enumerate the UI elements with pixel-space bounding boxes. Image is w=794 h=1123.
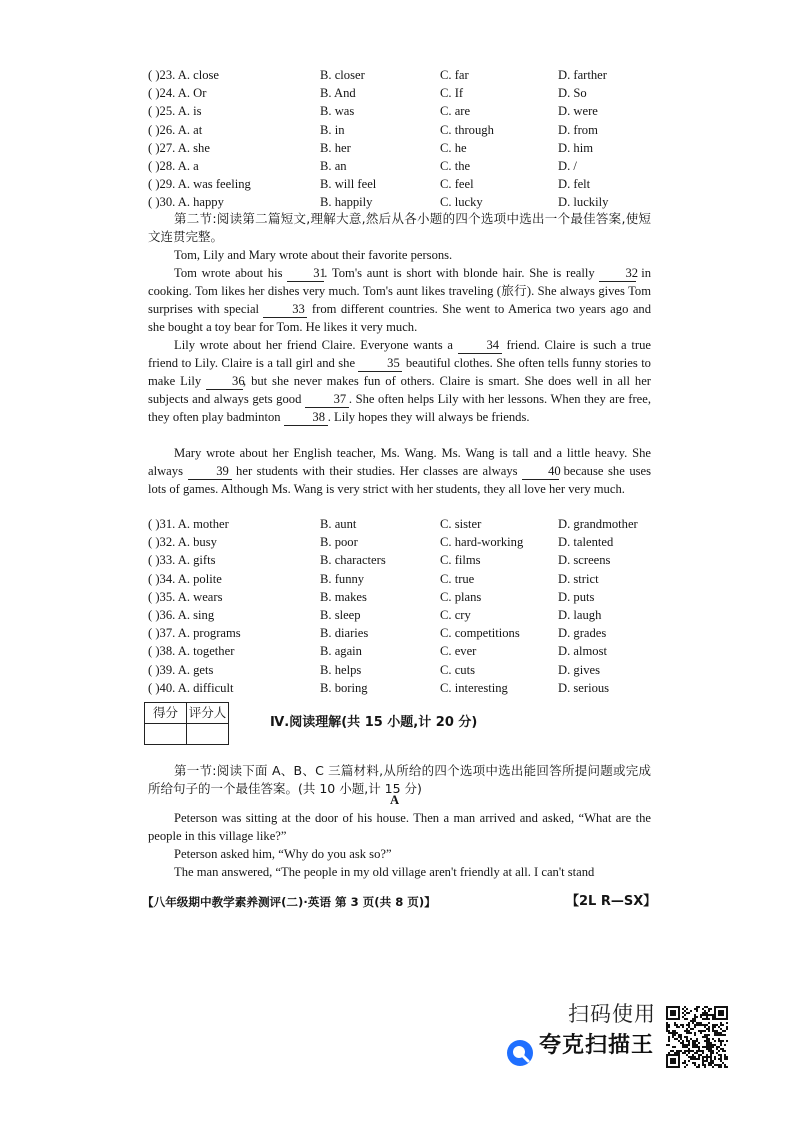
passage-a-paragraph-2: Peterson asked him, “Why do you ask so?” xyxy=(174,847,392,861)
text: beautiful clothes. She often tells funny stories to make Lily xyxy=(148,356,651,389)
option-d: D. puts xyxy=(558,589,595,604)
score-cell[interactable] xyxy=(145,724,187,745)
option-row xyxy=(148,606,668,624)
text: because she uses lots of games. Although Ms. Wang is very strict with her students, they all love her very much. xyxy=(148,464,652,497)
blank-32: 32 xyxy=(599,266,636,282)
option-c: C. lucky xyxy=(440,195,483,210)
option-row xyxy=(148,157,668,175)
text: . She often helps Lily with her lessons. When they are free, they often play badminton xyxy=(148,392,651,425)
grader-cell[interactable] xyxy=(187,724,229,745)
question-number: ( )33. A. gifts xyxy=(148,553,216,568)
option-row xyxy=(148,139,668,157)
passage-paragraph-lily xyxy=(148,336,651,426)
question-number: ( )25. A. is xyxy=(148,104,202,119)
option-c: C. ever xyxy=(440,644,477,659)
option-d: D. luckily xyxy=(558,195,609,210)
option-d: D. were xyxy=(558,104,598,119)
question-number: ( )32. A. busy xyxy=(148,535,217,550)
option-d: D. laugh xyxy=(558,608,602,622)
option-c: C. feel xyxy=(440,177,474,192)
option-b: B. sleep xyxy=(320,608,361,622)
option-b: B. will feel xyxy=(320,177,377,192)
option-b: B. helps xyxy=(320,662,362,677)
option-row xyxy=(148,193,668,211)
question-number: ( )34. A. polite xyxy=(148,571,222,586)
option-row xyxy=(148,588,668,606)
option-row xyxy=(148,642,668,660)
option-b: B. makes xyxy=(320,589,367,604)
question-number: ( )23. A. close xyxy=(148,68,219,82)
question-number: ( )40. A. difficult xyxy=(148,680,234,695)
option-c: C. the xyxy=(440,159,471,173)
option-c: C. interesting xyxy=(440,680,508,695)
option-b: B. happily xyxy=(320,195,373,210)
option-d: D. / xyxy=(558,159,577,173)
option-b: B. again xyxy=(320,644,362,659)
quark-logo-icon xyxy=(506,1039,534,1067)
passage-paragraph-mary xyxy=(148,444,651,498)
question-number: ( )26. A. at xyxy=(148,122,203,137)
part4-instruction: 第一节:阅读下面 A、B、C 三篇材料,从所给的四个选项中选出能回答所提问题或完成所给句子的一个最佳答案。(共 10 小题,计 15 分) xyxy=(148,763,651,797)
text: Mary wrote about her English teacher, Ms. Wang. Ms. Wang is tall and a little heavy. She always xyxy=(148,446,651,479)
watermark-scan-text: 扫码使用 xyxy=(568,1002,656,1026)
option-row xyxy=(148,624,668,642)
option-b: B. in xyxy=(320,122,345,137)
option-d: D. strict xyxy=(558,571,599,586)
option-c: C. are xyxy=(440,104,471,119)
part4-heading: Ⅳ.阅读理解(共 15 小题,计 20 分) xyxy=(270,715,478,730)
option-row xyxy=(148,661,668,679)
blank-36: 36 xyxy=(206,374,243,390)
option-row xyxy=(148,679,668,697)
text: , but she never makes fun of others. Claire is smart. She does well in all her subjects and always gets good xyxy=(148,374,651,407)
text: Lily wrote about her friend Claire. Everyone wants a xyxy=(174,338,458,352)
question-number: ( )28. A. a xyxy=(148,159,199,173)
option-b: B. poor xyxy=(320,535,358,550)
option-row xyxy=(148,515,668,533)
question-number: ( )35. A. wears xyxy=(148,589,223,604)
score-label: 得分 xyxy=(145,703,187,724)
option-b: B. characters xyxy=(320,553,386,568)
passage-a-paragraph-3: The man answered, “The people in my old village aren't friendly at all. I can't stand xyxy=(174,865,595,879)
option-d: D. felt xyxy=(558,177,591,192)
blank-39: 39 xyxy=(188,464,232,480)
option-b: B. diaries xyxy=(320,626,369,641)
option-b: B. And xyxy=(320,86,356,101)
text: friend. Claire is such a true friend to Lily. Claire is a tall girl and she xyxy=(148,338,651,371)
option-c: C. competitions xyxy=(440,626,520,641)
option-d: D. farther xyxy=(558,68,607,82)
section2-instruction: 第二节:阅读第二篇短文,理解大意,然后从各小题的四个选项中选出一个最佳答案,使短文连贯完整。 xyxy=(148,211,651,245)
option-c: C. cry xyxy=(440,608,471,622)
option-c: C. far xyxy=(440,68,469,82)
option-b: B. closer xyxy=(320,68,365,82)
text: . Lily hopes they will always be friends. xyxy=(327,410,530,425)
option-row xyxy=(148,102,668,120)
watermark-app-name: 夸克扫描王 xyxy=(539,1033,655,1058)
option-d: D. him xyxy=(558,140,593,155)
question-number: ( )27. A. she xyxy=(148,140,210,155)
option-row xyxy=(148,121,668,139)
option-row xyxy=(148,533,668,551)
option-c: C. plans xyxy=(440,589,482,604)
option-d: D. almost xyxy=(558,644,607,659)
blank-40: 40 xyxy=(522,464,559,480)
option-d: D. screens xyxy=(558,553,611,568)
option-row xyxy=(148,551,668,569)
question-number: ( )39. A. gets xyxy=(148,662,214,677)
text: . Tom's aunt is short with blonde hair. She is really xyxy=(324,266,600,280)
grader-label: 评分人 xyxy=(187,703,229,724)
option-d: D. gives xyxy=(558,662,600,677)
qr-code-icon[interactable] xyxy=(666,1006,728,1068)
option-c: C. If xyxy=(440,86,464,101)
option-d: D. serious xyxy=(558,680,610,695)
question-number: ( )36. A. sing xyxy=(148,608,215,622)
question-number: ( )30. A. happy xyxy=(148,195,224,210)
option-c: C. true xyxy=(440,571,475,586)
option-d: D. grades xyxy=(558,626,607,641)
question-number: ( )24. A. Or xyxy=(148,86,207,101)
text: from different countries. She went to America two years ago and she bought a toy bear for Tom. He likes it very much. xyxy=(148,302,652,335)
option-d: D. from xyxy=(558,122,598,137)
option-b: B. was xyxy=(320,104,355,119)
option-b: B. funny xyxy=(320,571,365,586)
option-c: C. he xyxy=(440,140,467,155)
option-c: C. films xyxy=(440,553,481,568)
option-b: B. aunt xyxy=(320,517,357,531)
option-row xyxy=(148,175,668,193)
blank-38: 38 xyxy=(284,410,328,426)
blank-34: 34 xyxy=(458,338,502,354)
option-row xyxy=(148,570,668,588)
option-d: D. grandmother xyxy=(558,517,638,531)
option-c: C. through xyxy=(440,122,494,137)
option-d: D. talented xyxy=(558,535,614,550)
question-number: ( )29. A. was feeling xyxy=(148,177,251,192)
blank-33: 33 xyxy=(263,302,307,318)
question-number: ( )37. A. programs xyxy=(148,626,241,641)
passage-a-paragraph-1: Peterson was sitting at the door of his house. Then a man arrived and asked, “What are the people in this village like?” xyxy=(148,811,651,844)
question-number: ( )31. A. mother xyxy=(148,517,229,531)
text: her students with their studies. Her classes are always xyxy=(231,464,523,479)
blank-31: 31 xyxy=(287,266,324,282)
option-row xyxy=(148,84,668,102)
blank-37: 37 xyxy=(305,392,349,408)
option-b: B. boring xyxy=(320,680,368,695)
question-number: ( )38. A. together xyxy=(148,644,235,659)
text: in cooking. Tom likes her dishes very much. Tom's aunt likes traveling (旅行). She always gives Tom surprises with special xyxy=(148,266,651,317)
text: Tom wrote about his xyxy=(174,266,288,280)
option-c: C. hard-working xyxy=(440,535,524,550)
option-c: C. sister xyxy=(440,517,482,531)
blank-35: 35 xyxy=(358,356,402,372)
option-c: C. cuts xyxy=(440,662,475,677)
passage-intro: Tom, Lily and Mary wrote about their favorite persons. xyxy=(174,248,453,262)
passage-paragraph-tom xyxy=(148,264,651,336)
option-row xyxy=(148,66,668,84)
option-b: B. her xyxy=(320,140,351,155)
score-table xyxy=(144,702,229,745)
footer-code: 【2L R—SX】 xyxy=(566,894,657,909)
option-d: D. So xyxy=(558,86,587,101)
option-b: B. an xyxy=(320,159,347,173)
footer-page-info: 【八年级期中教学素养测评(二)·英语 第 3 页(共 8 页)】 xyxy=(142,895,436,909)
passage-label-a: A xyxy=(390,793,400,807)
